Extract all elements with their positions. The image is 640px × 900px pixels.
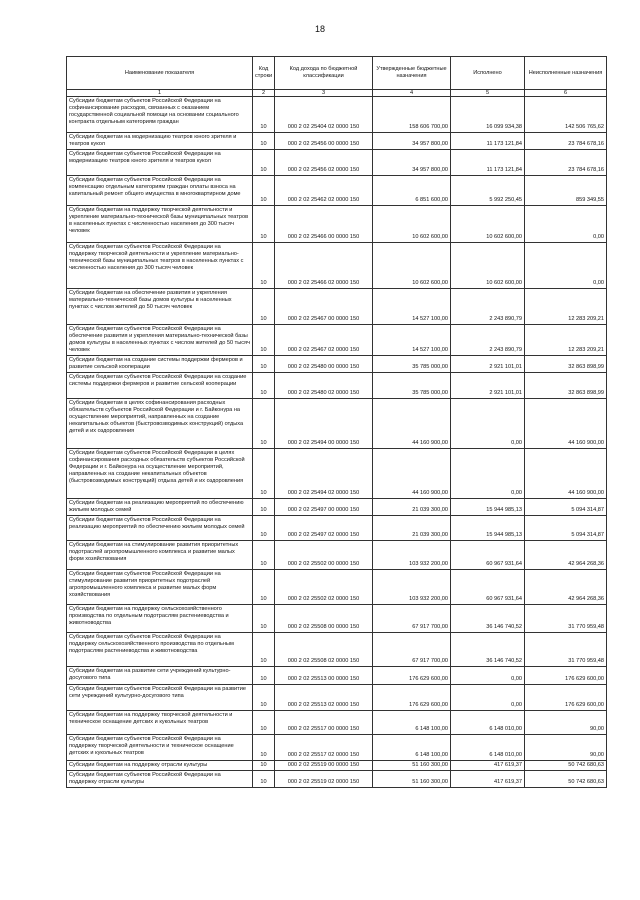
table-row bbox=[67, 373, 607, 399]
row-approved: 21 039 300,00 bbox=[373, 516, 451, 541]
row-executed: 417 619,37 bbox=[451, 771, 525, 788]
row-remaining: 31 770 959,48 bbox=[525, 633, 607, 667]
row-name: Субсидии бюджетам субъектов Российской Федерации на обеспечение развития и укрепления материально-технической базы домов культуры в населенных пунктах с числом жителей до 50 тысяч человек bbox=[67, 325, 253, 356]
row-income-code: 000 2 02 25466 02 0000 150 bbox=[275, 243, 373, 289]
row-name: Субсидии бюджетам субъектов Российской Федерации на поддержку творческой деятельности и техническое оснащение детских и кукольных театров bbox=[67, 735, 253, 761]
row-approved: 35 785 000,00 bbox=[373, 373, 451, 399]
row-remaining: 23 784 678,16 bbox=[525, 150, 607, 176]
row-name: Субсидии бюджетам субъектов Российской Федерации в целях софинансирования расходных обязательств субъектов Российской Федерации и г. Байконура на осуществление мероприятий, направленных на создание некапитальных объектов (быстровозводимых конструкций) отдыха детей и их оздоровления bbox=[67, 449, 253, 499]
row-remaining: 859 349,55 bbox=[525, 176, 607, 206]
row-approved: 67 917 700,00 bbox=[373, 633, 451, 667]
row-remaining: 32 863 898,99 bbox=[525, 356, 607, 373]
row-income-code: 000 2 02 25494 02 0000 150 bbox=[275, 449, 373, 499]
row-line-code: 10 bbox=[253, 541, 275, 570]
row-executed: 36 146 740,52 bbox=[451, 605, 525, 633]
row-approved: 44 160 900,00 bbox=[373, 399, 451, 449]
row-approved: 35 785 000,00 bbox=[373, 356, 451, 373]
row-approved: 6 148 100,00 bbox=[373, 711, 451, 735]
row-name: Субсидии бюджетам на реализацию мероприятий по обеспечению жильем молодых семей bbox=[67, 499, 253, 516]
table-row bbox=[67, 356, 607, 373]
table-row bbox=[67, 289, 607, 325]
header-indicator-name: Наименование показателя bbox=[67, 57, 253, 90]
row-line-code: 10 bbox=[253, 373, 275, 399]
column-number: 3 bbox=[275, 90, 373, 97]
row-line-code: 10 bbox=[253, 605, 275, 633]
row-approved: 51 160 300,00 bbox=[373, 771, 451, 788]
table-row bbox=[67, 633, 607, 667]
table-row bbox=[67, 711, 607, 735]
row-name: Субсидии бюджетам субъектов Российской Федерации на поддержку отрасли культуры bbox=[67, 771, 253, 788]
table-row bbox=[67, 541, 607, 570]
row-approved: 10 602 600,00 bbox=[373, 243, 451, 289]
row-income-code: 000 2 02 25467 02 0000 150 bbox=[275, 325, 373, 356]
column-number: 6 bbox=[525, 90, 607, 97]
row-approved: 14 527 100,00 bbox=[373, 289, 451, 325]
row-approved: 158 606 700,00 bbox=[373, 97, 451, 133]
row-remaining: 44 160 900,00 bbox=[525, 449, 607, 499]
row-remaining: 12 283 209,21 bbox=[525, 289, 607, 325]
table-row bbox=[67, 449, 607, 499]
row-line-code: 10 bbox=[253, 761, 275, 771]
row-income-code: 000 2 02 25508 00 0000 150 bbox=[275, 605, 373, 633]
header-line-code: Код строки bbox=[253, 57, 275, 90]
row-remaining: 5 094 314,87 bbox=[525, 499, 607, 516]
row-executed: 0,00 bbox=[451, 399, 525, 449]
row-line-code: 10 bbox=[253, 711, 275, 735]
row-executed: 417 619,37 bbox=[451, 761, 525, 771]
column-number: 1 bbox=[67, 90, 253, 97]
row-income-code: 000 2 02 25480 02 0000 150 bbox=[275, 373, 373, 399]
row-executed: 60 967 931,64 bbox=[451, 541, 525, 570]
row-name: Субсидии бюджетам на поддержку творческой деятельности и техническое оснащение детских и кукольных театров bbox=[67, 711, 253, 735]
row-line-code: 10 bbox=[253, 97, 275, 133]
row-income-code: 000 2 02 25519 00 0000 150 bbox=[275, 761, 373, 771]
row-remaining: 42 964 268,36 bbox=[525, 541, 607, 570]
table-row bbox=[67, 150, 607, 176]
row-name: Субсидии бюджетам субъектов Российской Федерации на компенсацию отдельным категориям граждан оплаты взноса на капитальный ремонт общего имущества в многоквартирном доме bbox=[67, 176, 253, 206]
column-number-row bbox=[67, 90, 607, 97]
row-approved: 44 160 900,00 bbox=[373, 449, 451, 499]
row-income-code: 000 2 02 25467 00 0000 150 bbox=[275, 289, 373, 325]
row-line-code: 10 bbox=[253, 516, 275, 541]
row-income-code: 000 2 02 25462 02 0000 150 bbox=[275, 176, 373, 206]
row-executed: 11 173 121,84 bbox=[451, 133, 525, 150]
row-income-code: 000 2 02 25519 02 0000 150 bbox=[275, 771, 373, 788]
table-row bbox=[67, 243, 607, 289]
row-executed: 0,00 bbox=[451, 685, 525, 711]
row-name: Субсидии бюджетам на обеспечение развития и укрепления материально-технической базы домов культуры в населенных пунктах с числом жителей до 50 тысяч человек bbox=[67, 289, 253, 325]
header-remaining: Неисполненные назначения bbox=[525, 57, 607, 90]
row-name: Субсидии бюджетам на создание системы поддержки фермеров и развитие сельской кооперации bbox=[67, 356, 253, 373]
row-approved: 103 932 200,00 bbox=[373, 541, 451, 570]
row-executed: 6 148 010,00 bbox=[451, 711, 525, 735]
table-row bbox=[67, 516, 607, 541]
row-income-code: 000 2 02 25497 00 0000 150 bbox=[275, 499, 373, 516]
row-name: Субсидии бюджетам субъектов Российской Федерации на поддержку творческой деятельности и укрепление материально-технической базы муниципальных театров в населенных пунктах с численностью населения до 300 тысяч человек bbox=[67, 243, 253, 289]
table-row bbox=[67, 570, 607, 605]
row-remaining: 176 629 600,00 bbox=[525, 685, 607, 711]
row-executed: 10 602 600,00 bbox=[451, 243, 525, 289]
row-name: Субсидии бюджетам субъектов Российской Федерации на софинансирование расходов, связанных с оказанием государственной социальной помощи на основании социального контракта отдельным категориям граждан bbox=[67, 97, 253, 133]
table-row bbox=[67, 761, 607, 771]
table-row bbox=[67, 735, 607, 761]
row-remaining: 90,00 bbox=[525, 735, 607, 761]
row-name: Субсидии бюджетам на модернизацию театров юного зрителя и театров кукол bbox=[67, 133, 253, 150]
row-income-code: 000 2 02 25466 00 0000 150 bbox=[275, 206, 373, 243]
row-line-code: 10 bbox=[253, 667, 275, 685]
header-income-code: Код дохода по бюджетной классификации bbox=[275, 57, 373, 90]
row-income-code: 000 2 02 25404 02 0000 150 bbox=[275, 97, 373, 133]
row-income-code: 000 2 02 25502 00 0000 150 bbox=[275, 541, 373, 570]
row-line-code: 10 bbox=[253, 771, 275, 788]
row-line-code: 10 bbox=[253, 449, 275, 499]
row-executed: 0,00 bbox=[451, 667, 525, 685]
row-executed: 5 992 250,45 bbox=[451, 176, 525, 206]
row-executed: 16 099 934,38 bbox=[451, 97, 525, 133]
table-row bbox=[67, 206, 607, 243]
row-income-code: 000 2 02 25497 02 0000 150 bbox=[275, 516, 373, 541]
row-executed: 15 944 985,13 bbox=[451, 516, 525, 541]
table-row bbox=[67, 685, 607, 711]
row-income-code: 000 2 02 25456 02 0000 150 bbox=[275, 150, 373, 176]
row-executed: 2 243 890,79 bbox=[451, 325, 525, 356]
table-row bbox=[67, 605, 607, 633]
column-number: 4 bbox=[373, 90, 451, 97]
row-remaining: 44 160 900,00 bbox=[525, 399, 607, 449]
row-approved: 103 932 200,00 bbox=[373, 570, 451, 605]
table-row bbox=[67, 133, 607, 150]
row-executed: 11 173 121,84 bbox=[451, 150, 525, 176]
table-row bbox=[67, 176, 607, 206]
row-name: Субсидии бюджетам на поддержку отрасли культуры bbox=[67, 761, 253, 771]
row-executed: 0,00 bbox=[451, 449, 525, 499]
row-remaining: 50 742 680,63 bbox=[525, 761, 607, 771]
row-approved: 6 851 600,00 bbox=[373, 176, 451, 206]
row-income-code: 000 2 02 25480 00 0000 150 bbox=[275, 356, 373, 373]
row-line-code: 10 bbox=[253, 325, 275, 356]
row-line-code: 10 bbox=[253, 399, 275, 449]
row-line-code: 10 bbox=[253, 243, 275, 289]
row-approved: 176 629 600,00 bbox=[373, 685, 451, 711]
header-executed: Исполнено bbox=[451, 57, 525, 90]
row-line-code: 10 bbox=[253, 176, 275, 206]
row-approved: 14 527 100,00 bbox=[373, 325, 451, 356]
row-approved: 6 148 100,00 bbox=[373, 735, 451, 761]
row-executed: 15 944 985,13 bbox=[451, 499, 525, 516]
row-executed: 2 921 101,01 bbox=[451, 356, 525, 373]
row-name: Субсидии бюджетам на поддержку творческой деятельности и укрепление материально-технической базы муниципальных театров в населенных пунктах с численностью населения до 300 тысяч человек bbox=[67, 206, 253, 243]
table-row bbox=[67, 97, 607, 133]
row-income-code: 000 2 02 25456 00 0000 150 bbox=[275, 133, 373, 150]
row-name: Субсидии бюджетам в целях софинансирования расходных обязательств субъектов Российской Федерации и г. Байконура на осуществление мероприятий, направленных на создание некапитальных объектов (быстровозводимых конструкций) отдыха детей и их оздоровления bbox=[67, 399, 253, 449]
table-row bbox=[67, 399, 607, 449]
header-approved: Утвержденные бюджетные назначения bbox=[373, 57, 451, 90]
row-income-code: 000 2 02 25508 02 0000 150 bbox=[275, 633, 373, 667]
budget-execution-table bbox=[66, 56, 607, 788]
row-approved: 34 957 800,00 bbox=[373, 150, 451, 176]
table-row bbox=[67, 499, 607, 516]
row-line-code: 10 bbox=[253, 570, 275, 605]
row-remaining: 23 784 678,16 bbox=[525, 133, 607, 150]
row-name: Субсидии бюджетам субъектов Российской Федерации на модернизацию театров юного зрителя и театров кукол bbox=[67, 150, 253, 176]
row-remaining: 32 863 898,99 bbox=[525, 373, 607, 399]
row-executed: 60 967 931,64 bbox=[451, 570, 525, 605]
row-executed: 6 148 010,00 bbox=[451, 735, 525, 761]
header-row bbox=[67, 57, 607, 90]
row-line-code: 10 bbox=[253, 633, 275, 667]
row-remaining: 0,00 bbox=[525, 206, 607, 243]
row-remaining: 90,00 bbox=[525, 711, 607, 735]
row-income-code: 000 2 02 25494 00 0000 150 bbox=[275, 399, 373, 449]
row-executed: 10 602 600,00 bbox=[451, 206, 525, 243]
table-row bbox=[67, 771, 607, 788]
row-line-code: 10 bbox=[253, 133, 275, 150]
row-line-code: 10 bbox=[253, 150, 275, 176]
row-remaining: 12 283 209,21 bbox=[525, 325, 607, 356]
row-income-code: 000 2 02 25517 00 0000 150 bbox=[275, 711, 373, 735]
table-row bbox=[67, 667, 607, 685]
row-name: Субсидии бюджетам на поддержку сельскохозяйственного производства по отдельным подотраслям растениеводства и животноводства bbox=[67, 605, 253, 633]
row-income-code: 000 2 02 25517 02 0000 150 bbox=[275, 735, 373, 761]
table-row bbox=[67, 325, 607, 356]
row-remaining: 5 094 314,87 bbox=[525, 516, 607, 541]
row-income-code: 000 2 02 25513 00 0000 150 bbox=[275, 667, 373, 685]
row-name: Субсидии бюджетам субъектов Российской Федерации на реализацию мероприятий по обеспечению жильем молодых семей bbox=[67, 516, 253, 541]
column-number: 2 bbox=[253, 90, 275, 97]
column-number: 5 bbox=[451, 90, 525, 97]
row-line-code: 10 bbox=[253, 356, 275, 373]
row-line-code: 10 bbox=[253, 499, 275, 516]
row-remaining: 176 629 600,00 bbox=[525, 667, 607, 685]
row-approved: 67 917 700,00 bbox=[373, 605, 451, 633]
page-number: 18 bbox=[314, 24, 325, 34]
row-approved: 21 039 300,00 bbox=[373, 499, 451, 516]
row-executed: 36 146 740,52 bbox=[451, 633, 525, 667]
row-income-code: 000 2 02 25513 02 0000 150 bbox=[275, 685, 373, 711]
row-income-code: 000 2 02 25502 02 0000 150 bbox=[275, 570, 373, 605]
row-remaining: 31 770 959,48 bbox=[525, 605, 607, 633]
row-name: Субсидии бюджетам субъектов Российской Федерации на развитие сети учреждений культурно-досугового типа bbox=[67, 685, 253, 711]
row-remaining: 50 742 680,63 bbox=[525, 771, 607, 788]
row-approved: 34 957 800,00 bbox=[373, 133, 451, 150]
row-executed: 2 243 890,79 bbox=[451, 289, 525, 325]
row-remaining: 142 506 765,62 bbox=[525, 97, 607, 133]
row-approved: 10 602 600,00 bbox=[373, 206, 451, 243]
row-executed: 2 921 101,01 bbox=[451, 373, 525, 399]
row-approved: 176 629 600,00 bbox=[373, 667, 451, 685]
row-line-code: 10 bbox=[253, 206, 275, 243]
row-remaining: 42 964 268,36 bbox=[525, 570, 607, 605]
row-name: Субсидии бюджетам на развитие сети учреждений культурно-досугового типа bbox=[67, 667, 253, 685]
row-name: Субсидии бюджетам на стимулирование развития приоритетных подотраслей агропромышленного комплекса и развитие малых форм хозяйствования bbox=[67, 541, 253, 570]
row-line-code: 10 bbox=[253, 685, 275, 711]
row-name: Субсидии бюджетам субъектов Российской Федерации на поддержку сельскохозяйственного производства по отдельным подотраслям растениеводства и животноводства bbox=[67, 633, 253, 667]
row-name: Субсидии бюджетам субъектов Российской Федерации на создание системы поддержки фермеров и развитие сельской кооперации bbox=[67, 373, 253, 399]
row-line-code: 10 bbox=[253, 735, 275, 761]
row-remaining: 0,00 bbox=[525, 243, 607, 289]
row-approved: 51 160 300,00 bbox=[373, 761, 451, 771]
row-name: Субсидии бюджетам субъектов Российской Федерации на стимулирование развития приоритетных подотраслей агропромышленного комплекса и развитие малых форм хозяйствования bbox=[67, 570, 253, 605]
row-line-code: 10 bbox=[253, 289, 275, 325]
